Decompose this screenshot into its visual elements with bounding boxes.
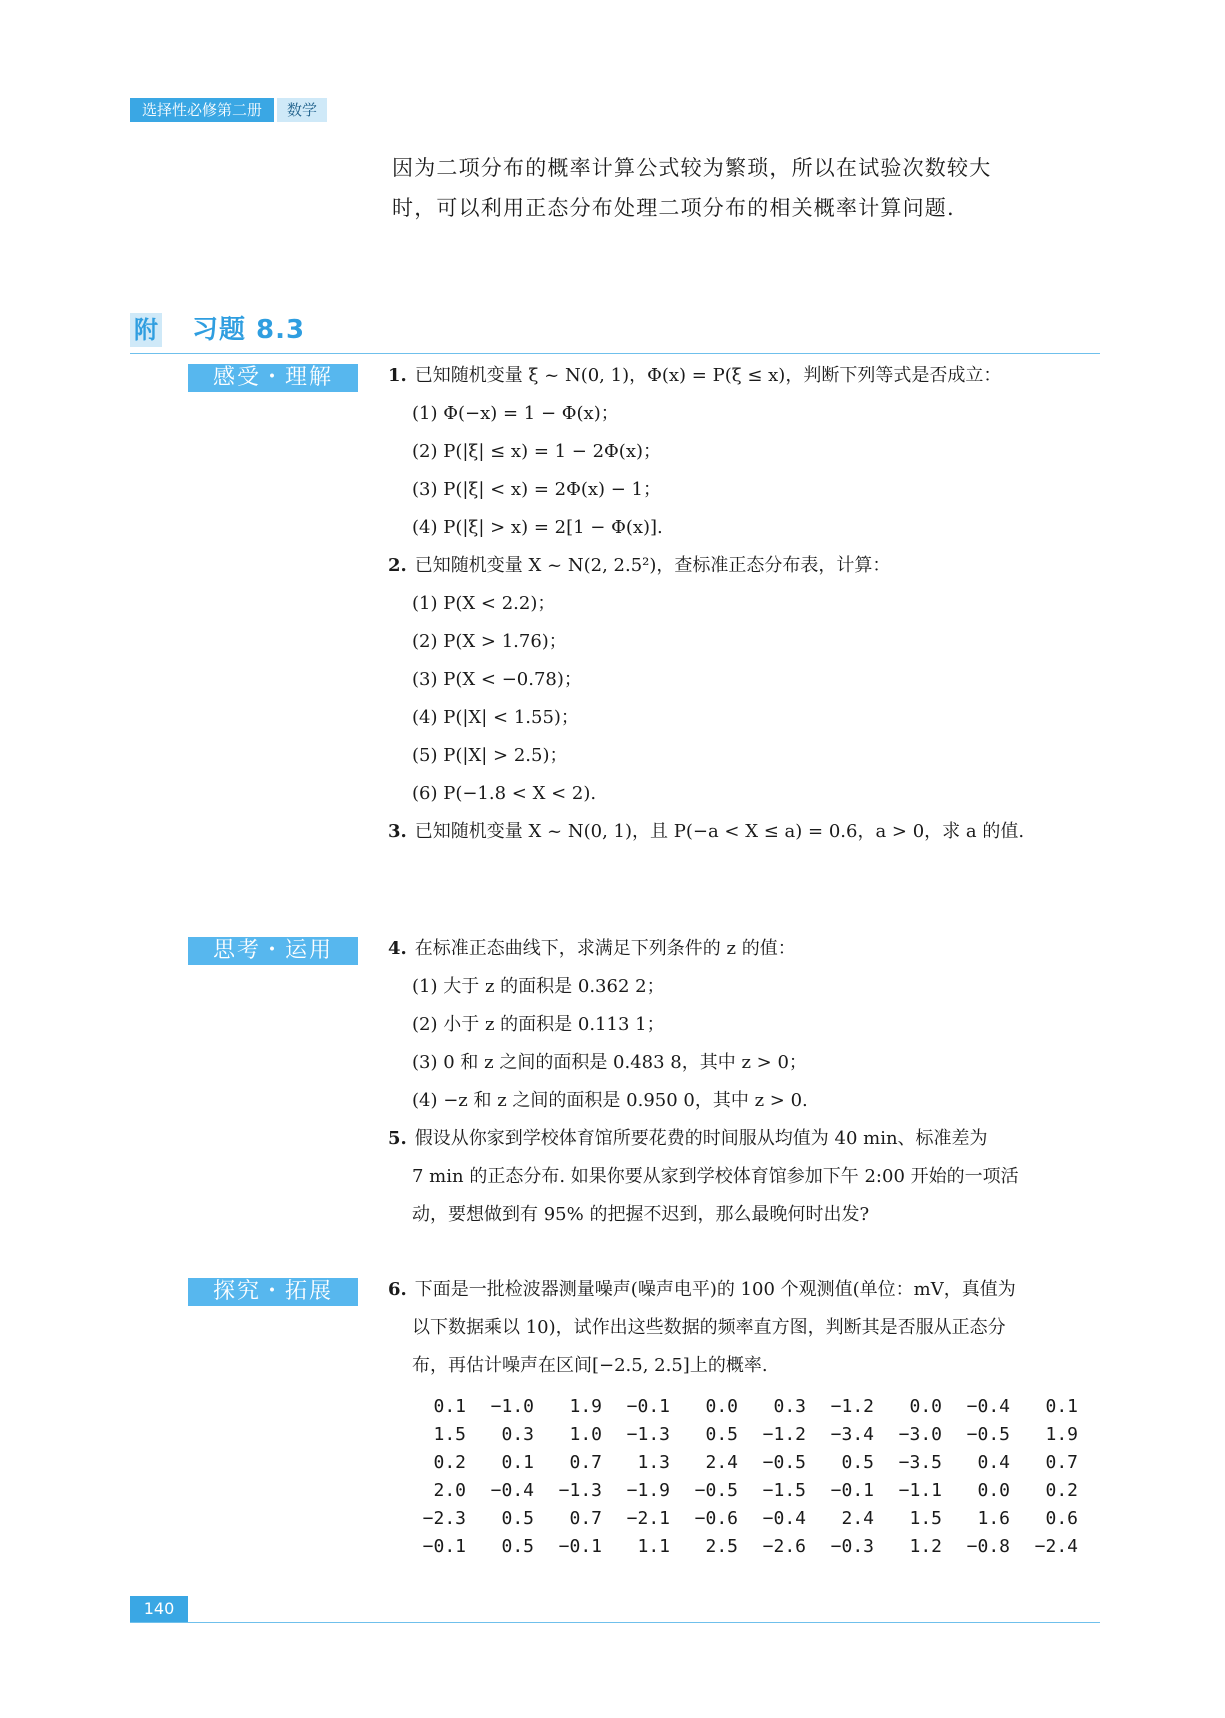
problem-6 [388, 1271, 1103, 1385]
table-cell: 0.5 [841, 1451, 874, 1473]
table-cell: −0.5 [762, 1451, 806, 1473]
problem-stem [388, 1120, 1103, 1158]
table-cell: −3.0 [898, 1423, 942, 1445]
table-cell: −1.3 [626, 1423, 670, 1445]
problem-number: 4. [388, 938, 407, 959]
sub-question: (4) P(|X| < 1.55)； [412, 707, 579, 728]
problem-text: 已知随机变量 ξ ~ N(0, 1)，Φ(x) = P(ξ ≤ x)，判断下列等式是否成立： [414, 365, 1002, 386]
page-number: 140 [130, 1596, 188, 1622]
sub-question: (3) 0 和 z 之间的面积是 0.483 8，其中 z > 0； [412, 1052, 807, 1073]
table-cell: −2.4 [1034, 1535, 1078, 1557]
problem-stem [388, 357, 1103, 395]
problem-2 [388, 547, 1103, 813]
table-cell: −0.5 [694, 1479, 738, 1501]
sub-question: (1) 大于 z 的面积是 0.362 2； [412, 976, 665, 997]
table-cell: 1.9 [569, 1395, 602, 1417]
table-cell: −3.5 [898, 1451, 942, 1473]
table-cell: 2.4 [705, 1451, 738, 1473]
sub-question: (1) Φ(−x) = 1 − Φ(x)； [412, 403, 619, 424]
table-cell: −0.4 [490, 1479, 534, 1501]
problem-5 [388, 1120, 1103, 1234]
book-series-label: 选择性必修第二册 [130, 98, 274, 122]
table-cell: −0.6 [694, 1507, 738, 1529]
table-cell: −1.2 [830, 1395, 874, 1417]
sub-question: (1) P(X < 2.2)； [412, 593, 556, 614]
sub-question: (3) P(|ξ| < x) = 2Φ(x) − 1； [412, 479, 662, 500]
subject-label: 数学 [277, 98, 327, 122]
table-cell: 1.0 [569, 1423, 602, 1445]
problem-number: 5. [388, 1128, 407, 1149]
table-cell: 1.2 [909, 1535, 942, 1557]
table-cell: 0.7 [1045, 1451, 1078, 1473]
problem-4 [388, 930, 1103, 1120]
problem-1 [388, 357, 1103, 547]
sub-question: (2) P(|ξ| ≤ x) = 1 − 2Φ(x)； [412, 441, 662, 462]
intro-line: 因为二项分布的概率计算公式较为繁琐，所以在试验次数较大 [392, 156, 992, 180]
category-tag-explore-extend: 探究・拓展 [188, 1278, 358, 1306]
problem-text: 下面是一批检波器测量噪声(噪声电平)的 100 个观测值(单位：mV，真值为 [414, 1279, 1016, 1300]
sub-question: (2) P(X > 1.76)； [412, 631, 567, 652]
table-row [398, 1420, 1078, 1448]
table-cell: 0.2 [433, 1451, 466, 1473]
table-cell: 0.4 [977, 1451, 1010, 1473]
table-cell: 1.6 [977, 1507, 1010, 1529]
table-cell: −0.1 [626, 1395, 670, 1417]
problem-number: 6. [388, 1279, 407, 1300]
section-title: 习题 8.3 [192, 315, 306, 345]
table-cell: −1.3 [558, 1479, 602, 1501]
table-cell: −2.3 [422, 1507, 466, 1529]
table-row [398, 1392, 1078, 1420]
table-cell: 2.4 [841, 1507, 874, 1529]
problem-3 [388, 813, 1103, 851]
problem-stem [388, 813, 1103, 851]
running-header [130, 98, 327, 122]
table-cell: 1.1 [637, 1535, 670, 1557]
table-cell: −0.3 [830, 1535, 874, 1557]
table-row [398, 1448, 1078, 1476]
table-cell: −2.1 [626, 1507, 670, 1529]
problem-text: 在标准正态曲线下，求满足下列条件的 z 的值： [414, 938, 796, 959]
table-cell: 0.1 [501, 1451, 534, 1473]
table-cell: 0.1 [1045, 1395, 1078, 1417]
table-cell: −0.1 [558, 1535, 602, 1557]
table-cell: −0.4 [966, 1395, 1010, 1417]
table-cell: 0.2 [1045, 1479, 1078, 1501]
problem-number: 3. [388, 821, 407, 842]
table-cell: −1.2 [762, 1423, 806, 1445]
table-cell: 1.5 [909, 1507, 942, 1529]
table-cell: −1.5 [762, 1479, 806, 1501]
sub-question: (2) 小于 z 的面积是 0.113 1； [412, 1014, 665, 1035]
intro-paragraph [392, 148, 1102, 228]
problem-text-line: 布，再估计噪声在区间[−2.5, 2.5]上的概率. [412, 1355, 768, 1376]
table-cell: 0.0 [705, 1395, 738, 1417]
section-heading [130, 313, 1100, 354]
table-cell: 0.3 [773, 1395, 806, 1417]
table-cell: −1.9 [626, 1479, 670, 1501]
problem-text: 假设从你家到学校体育馆所要花费的时间服从均值为 40 min、标准差为 [414, 1128, 988, 1149]
table-cell: 0.6 [1045, 1507, 1078, 1529]
table-cell: 0.5 [501, 1535, 534, 1557]
table-cell: 1.5 [433, 1423, 466, 1445]
table-cell: −1.0 [490, 1395, 534, 1417]
problem-text-line: 动，要想做到有 95% 的把握不迟到，那么最晚何时出发? [412, 1204, 870, 1225]
sub-question: (6) P(−1.8 < X < 2). [412, 783, 597, 804]
problem-number: 1. [388, 365, 407, 386]
table-cell: 0.0 [909, 1395, 942, 1417]
sub-question: (4) −z 和 z 之间的面积是 0.950 0，其中 z > 0. [412, 1090, 808, 1111]
table-cell: 0.0 [977, 1479, 1010, 1501]
sub-question: (4) P(|ξ| > x) = 2[1 − Φ(x)]. [412, 517, 663, 538]
problem-stem [388, 1271, 1103, 1309]
table-row [398, 1532, 1078, 1560]
problem-text-line: 以下数据乘以 10)，试作出这些数据的频率直方图，判断其是否服从正态分 [412, 1317, 1006, 1338]
table-cell: −3.4 [830, 1423, 874, 1445]
table-cell: 1.3 [637, 1451, 670, 1473]
table-cell: 2.0 [433, 1479, 466, 1501]
problem-text: 已知随机变量 X ~ N(2, 2.5²)，查标准正态分布表，计算： [414, 555, 891, 576]
appendix-mark: 附 [130, 313, 162, 347]
category-tag-think-apply: 思考・运用 [188, 937, 358, 965]
table-cell: −0.4 [762, 1507, 806, 1529]
category-tag-feel-understand: 感受・理解 [188, 364, 358, 392]
problem-text: 已知随机变量 X ~ N(0, 1)，且 P(−a < X ≤ a) = 0.6，a > 0，求 a 的值. [414, 821, 1025, 842]
table-cell: 2.5 [705, 1535, 738, 1557]
table-cell: 0.7 [569, 1451, 602, 1473]
intro-line: 时，可以利用正态分布处理二项分布的相关概率计算问题. [392, 196, 955, 220]
problem-number: 2. [388, 555, 407, 576]
table-cell: −2.6 [762, 1535, 806, 1557]
table-cell: 1.9 [1045, 1423, 1078, 1445]
table-cell: −0.1 [830, 1479, 874, 1501]
table-cell: −0.8 [966, 1535, 1010, 1557]
table-cell: −0.5 [966, 1423, 1010, 1445]
table-cell: −0.1 [422, 1535, 466, 1557]
table-cell: 0.1 [433, 1395, 466, 1417]
table-cell: 0.7 [569, 1507, 602, 1529]
problem-stem [388, 930, 1103, 968]
problem-text-line: 7 min 的正态分布. 如果你要从家到学校体育馆参加下午 2:00 开始的一项活 [412, 1166, 1019, 1187]
sub-question: (3) P(X < −0.78)； [412, 669, 582, 690]
problem-stem [388, 547, 1103, 585]
page-footer [130, 1596, 1100, 1623]
sub-question: (5) P(|X| > 2.5)； [412, 745, 568, 766]
table-row [398, 1504, 1078, 1532]
table-cell: 0.5 [705, 1423, 738, 1445]
table-row [398, 1476, 1078, 1504]
noise-data-table [398, 1392, 1078, 1560]
table-cell: 0.3 [501, 1423, 534, 1445]
table-cell: 0.5 [501, 1507, 534, 1529]
table-cell: −1.1 [898, 1479, 942, 1501]
